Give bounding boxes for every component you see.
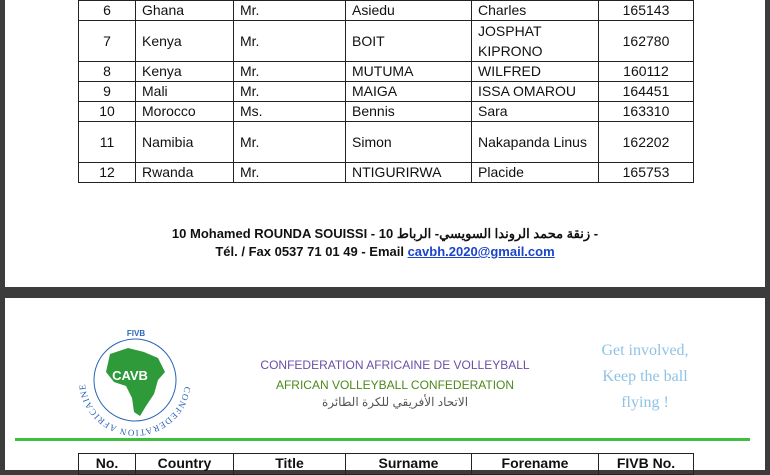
cell-no: 10 xyxy=(79,102,136,122)
green-divider xyxy=(15,438,750,441)
table-row xyxy=(79,62,694,82)
cell-forename: Nakapanda Linus xyxy=(472,122,599,163)
cavb-logo xyxy=(70,320,200,440)
cell-country: Mali xyxy=(136,82,234,102)
org-name-arabic: الاتحاد الأفريقي للكرة الطائرة xyxy=(321,395,469,409)
table-row xyxy=(79,21,694,62)
table-row xyxy=(79,1,694,21)
cell-title: Mr. xyxy=(234,21,346,62)
cell-no: 6 xyxy=(79,1,136,21)
logo-ring-text: CONFEDERATION AFRICAINE xyxy=(77,382,193,439)
table-row xyxy=(79,122,694,163)
slogan-line: Get involved, xyxy=(601,342,689,359)
cell-no: 11 xyxy=(79,122,136,163)
cell-title: Mr. xyxy=(234,163,346,183)
cell-no: 8 xyxy=(79,62,136,82)
table-row xyxy=(79,82,694,102)
cell-surname: MUTUMA xyxy=(346,62,472,82)
header-surname: Surname xyxy=(346,454,472,475)
cell-no: 9 xyxy=(79,82,136,102)
header-fivb-no: FIVB No. xyxy=(599,454,694,475)
cell-country: Kenya xyxy=(136,21,234,62)
slogan-line: Keep the ball xyxy=(602,368,688,385)
cell-forename: Charles xyxy=(472,1,599,21)
cell-country: Ghana xyxy=(136,1,234,21)
cell-title: Ms. xyxy=(234,102,346,122)
footer-phone: Tél. / Fax 0537 71 01 49 - Email xyxy=(215,244,408,259)
cell-fivb: 164451 xyxy=(599,82,694,102)
org-name-french: CONFEDERATION AFRICAINE DE VOLLEYBALL xyxy=(260,358,530,372)
cell-country: Morocco xyxy=(136,102,234,122)
cell-forename: WILFRED xyxy=(472,62,599,82)
slogan xyxy=(575,338,715,416)
logo-text: CAVB xyxy=(112,368,148,383)
cell-title: Mr. xyxy=(234,82,346,102)
cell-forename: Placide xyxy=(472,163,599,183)
cell-no: 7 xyxy=(79,21,136,62)
cell-title: Mr. xyxy=(234,122,346,163)
cell-country: Rwanda xyxy=(136,163,234,183)
document-page-bottom xyxy=(5,298,765,470)
cell-fivb: 162202 xyxy=(599,122,694,163)
header-title: Title xyxy=(234,454,346,475)
cell-fivb: 163310 xyxy=(599,102,694,122)
slogan-line: flying ! xyxy=(621,394,669,411)
cell-surname: NTIGURIRWA xyxy=(346,163,472,183)
cell-country: Namibia xyxy=(136,122,234,163)
footer-address: 10 Mohamed ROUNDA SOUISSI - 10 زنقة محمد الروندا السويسي- الرباط - xyxy=(171,226,599,241)
cell-surname: BOIT xyxy=(346,21,472,62)
cell-surname: Bennis xyxy=(346,102,472,122)
fivb-badge: FIVB xyxy=(126,329,146,338)
header-country: Country xyxy=(136,454,234,475)
header-forename: Forename xyxy=(472,454,599,475)
org-name-english: AFRICAN VOLLEYBALL CONFEDERATION xyxy=(275,378,515,392)
cell-fivb: 162780 xyxy=(599,21,694,62)
cell-forename: Sara xyxy=(472,102,599,122)
footer-contact xyxy=(5,244,765,259)
header-no: No. xyxy=(79,454,136,475)
cell-country: Kenya xyxy=(136,62,234,82)
table-row xyxy=(79,102,694,122)
cell-title: Mr. xyxy=(234,62,346,82)
cell-surname: MAIGA xyxy=(346,82,472,102)
email-link[interactable]: cavbh.2020@gmail.com xyxy=(407,244,555,259)
cell-fivb: 165143 xyxy=(599,1,694,21)
cell-forename: ISSA OMAROU xyxy=(472,82,599,102)
referee-table xyxy=(78,0,694,183)
cell-surname: Simon xyxy=(346,122,472,163)
document-page-top xyxy=(5,0,765,287)
cell-surname: Asiedu xyxy=(346,1,472,21)
cell-title: Mr. xyxy=(234,1,346,21)
cell-fivb: 165753 xyxy=(599,163,694,183)
column-header-table xyxy=(78,453,694,475)
table-row xyxy=(79,163,694,183)
cell-no: 12 xyxy=(79,163,136,183)
cell-forename: JOSPHAT KIPRONO xyxy=(472,21,599,62)
cell-fivb: 160112 xyxy=(599,62,694,82)
